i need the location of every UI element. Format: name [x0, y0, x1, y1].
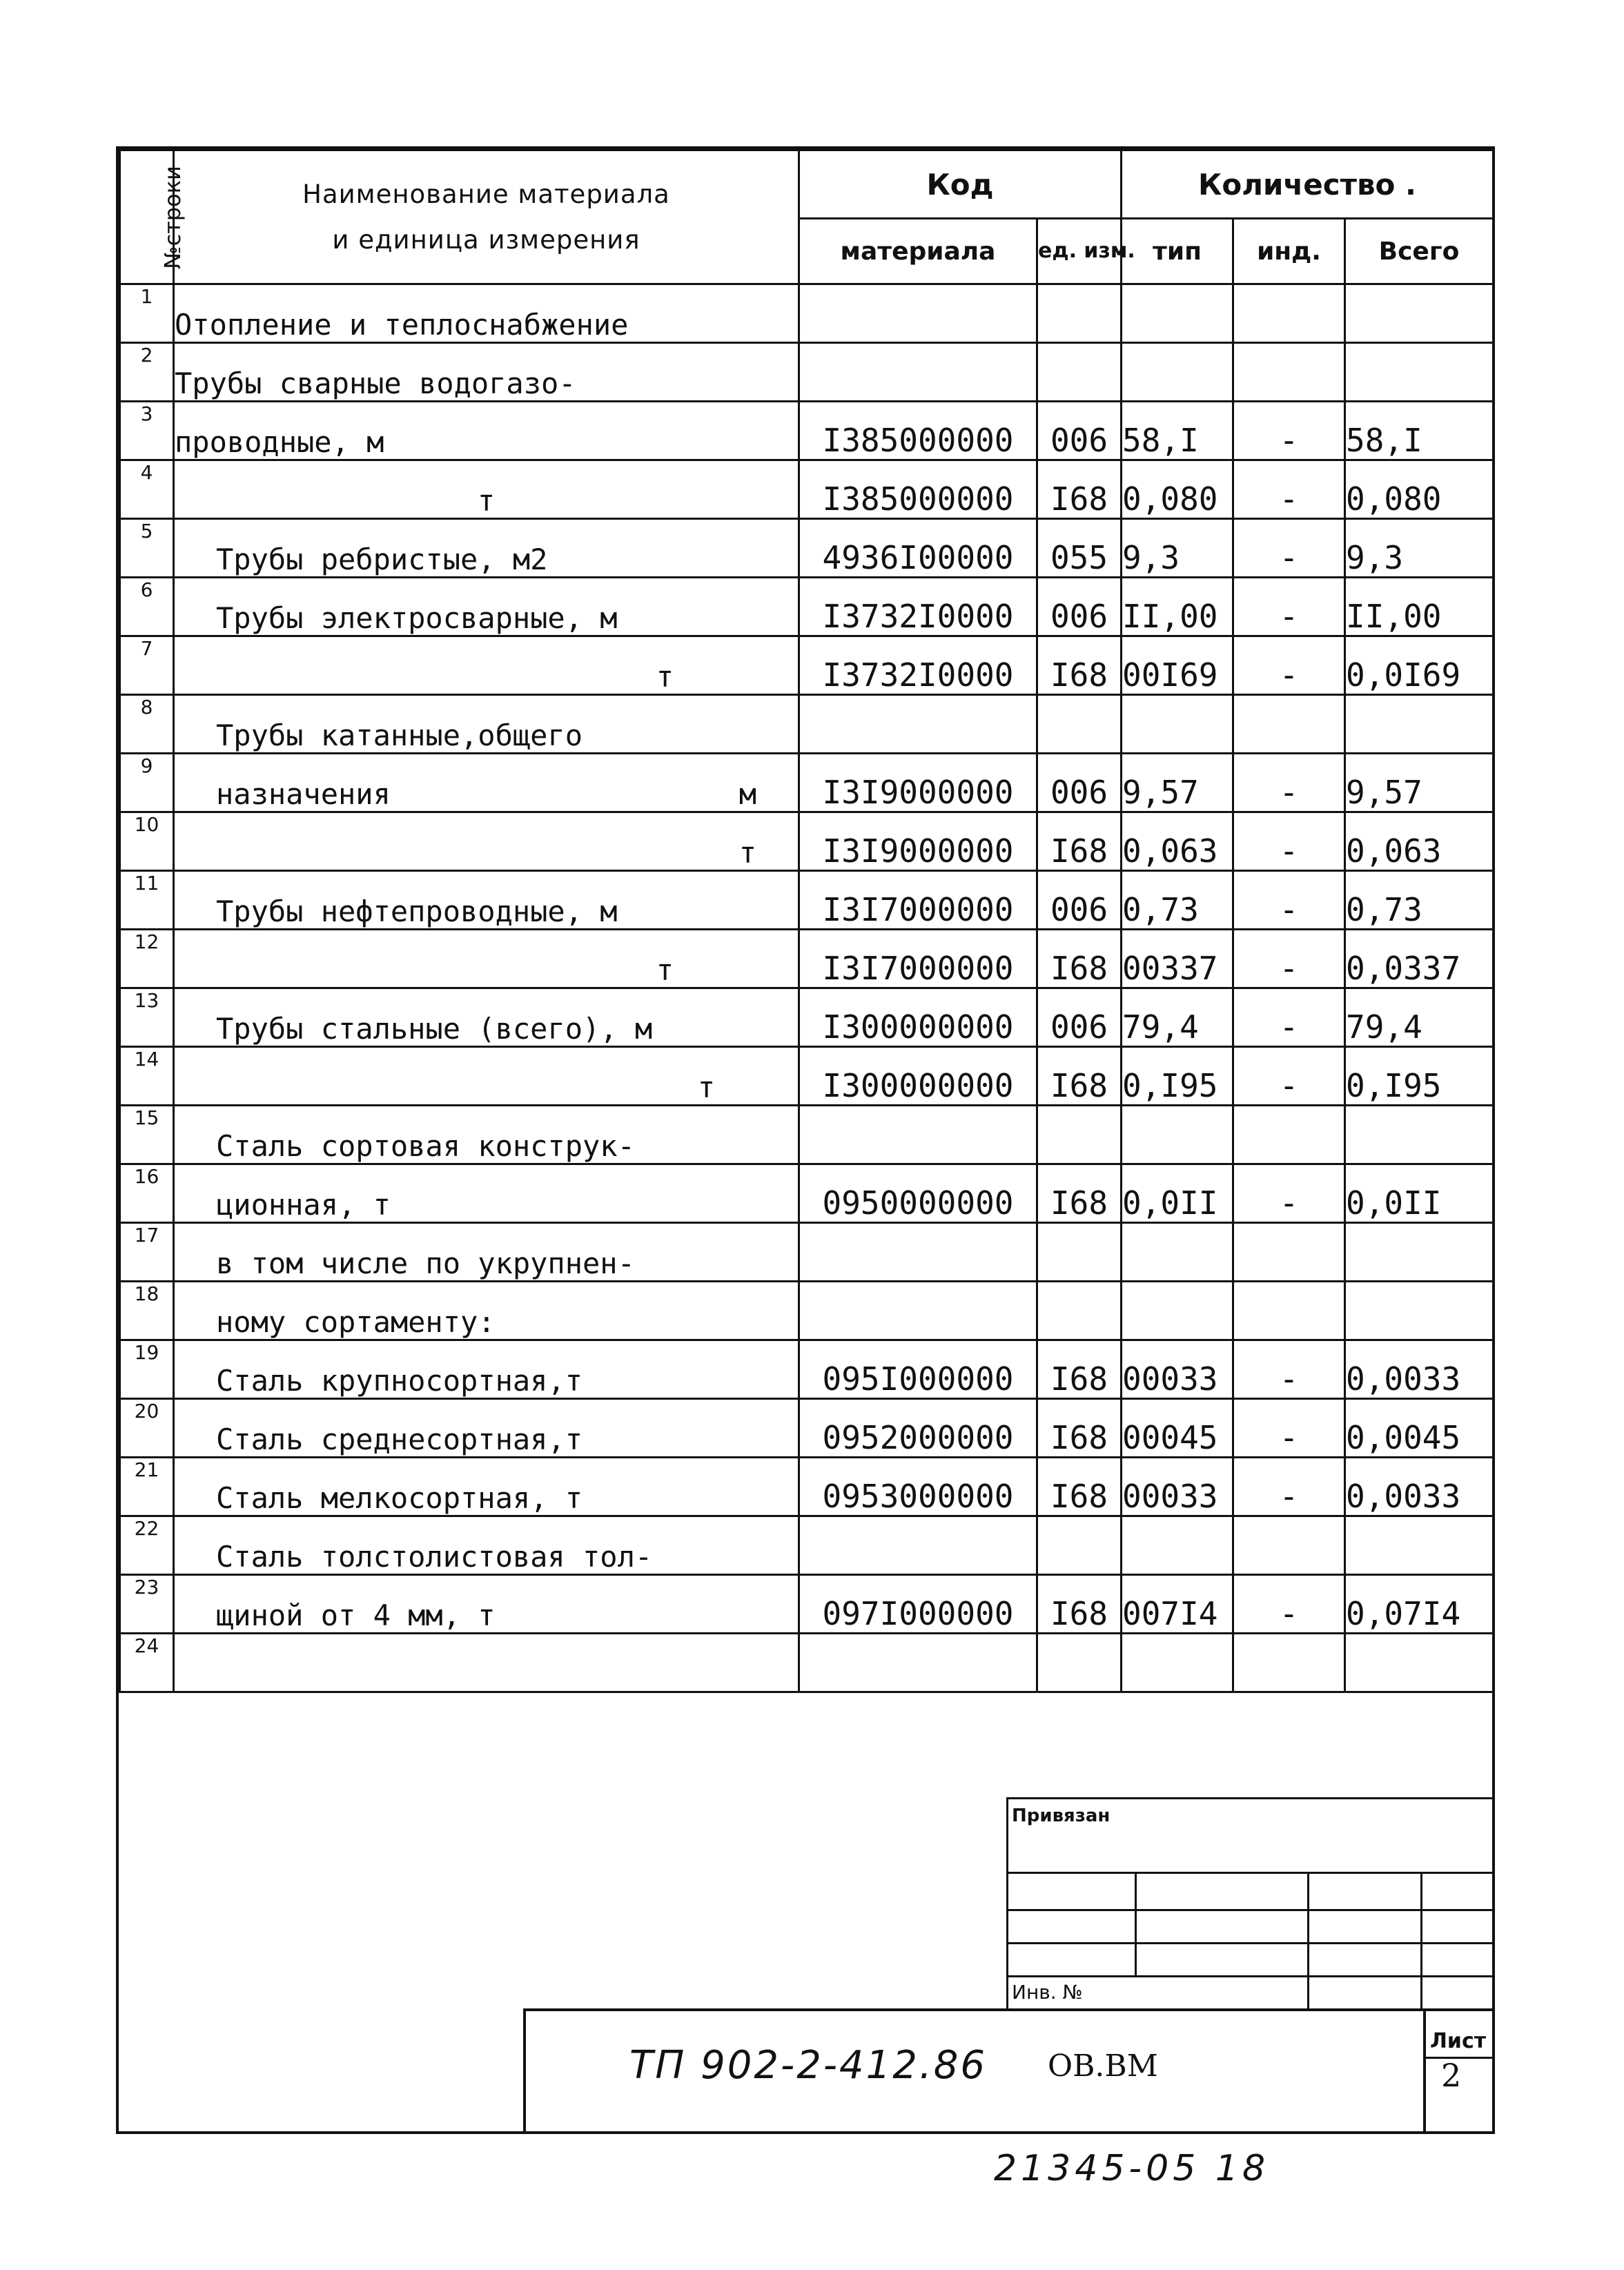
material-name: Отопление и теплоснабжение [174, 284, 799, 343]
table-row [120, 460, 1494, 519]
material-code: 0953000000 [799, 1458, 1037, 1516]
material-name: т [174, 1047, 799, 1106]
qty-ind: - [1233, 460, 1345, 519]
unit-code: I68 [1037, 1458, 1122, 1516]
qty-ind [1233, 1282, 1345, 1340]
qty-ind: - [1233, 519, 1345, 578]
table-row [120, 1047, 1494, 1106]
row-number: 18 [120, 1282, 174, 1340]
qty-total: 0,I95 [1345, 1047, 1494, 1106]
qty-total [1345, 1516, 1494, 1575]
qty-total: 9,57 [1345, 754, 1494, 812]
material-name: т [174, 460, 799, 519]
sheet-box [1423, 2011, 1495, 2133]
qty-ind: - [1233, 754, 1345, 812]
qty-total [1345, 1223, 1494, 1282]
row-number: 22 [120, 1516, 174, 1575]
material-name: Сталь мелкосортная, т [174, 1458, 799, 1516]
unit-code: I68 [1037, 1399, 1122, 1458]
qty-total: 0,0337 [1345, 930, 1494, 988]
row-number-header [120, 150, 186, 284]
unit-code [1037, 1516, 1122, 1575]
qty-type [1122, 1282, 1233, 1340]
qty-type: 00337 [1122, 930, 1233, 988]
unit-code [1037, 1106, 1122, 1164]
frame-bottom-line [116, 2131, 1495, 2134]
table-row [120, 1282, 1494, 1340]
qty-ind: - [1233, 402, 1345, 460]
document-mark: ОВ.ВМ [1048, 2048, 1158, 2084]
row-number: 11 [120, 871, 174, 930]
row-number: 21 [120, 1458, 174, 1516]
stamp-line [1135, 1872, 1137, 1975]
stamp-inv-label: Инв. № [1012, 1981, 1083, 2004]
material-code: I3732I0000 [799, 578, 1037, 636]
qty-type: 00I69 [1122, 636, 1233, 695]
qty-ind [1233, 1516, 1345, 1575]
qty-total: 58,I [1345, 402, 1494, 460]
qty-type [1122, 343, 1233, 402]
unit-code [1037, 695, 1122, 754]
material-code [799, 1282, 1037, 1340]
material-code: I3I9000000 [799, 754, 1037, 812]
material-name: Трубы нефтепроводные, м [174, 871, 799, 930]
qty-type: 00033 [1122, 1340, 1233, 1399]
qty-type: 007I4 [1122, 1575, 1233, 1634]
material-code: I300000000 [799, 988, 1037, 1047]
unit-code: I68 [1037, 1164, 1122, 1223]
qty-ind [1233, 695, 1345, 754]
qty-ind: - [1233, 1458, 1345, 1516]
material-name: т [174, 930, 799, 988]
row-number: 24 [120, 1634, 174, 1692]
table-row [120, 402, 1494, 460]
table-row [120, 930, 1494, 988]
unit-code: 006 [1037, 578, 1122, 636]
material-name: щиной от 4 мм, т [174, 1575, 799, 1634]
qty-type: 9,57 [1122, 754, 1233, 812]
unit-code: 006 [1037, 402, 1122, 460]
table-row [120, 636, 1494, 695]
qty-type: 0,080 [1122, 460, 1233, 519]
material-code: I3I9000000 [799, 812, 1037, 871]
unit-code: I68 [1037, 1340, 1122, 1399]
row-number: 12 [120, 930, 174, 988]
qty-type-header: тип [1122, 219, 1233, 284]
unit-code: I68 [1037, 636, 1122, 695]
material-code [799, 1634, 1037, 1692]
qty-ind: - [1233, 1399, 1345, 1458]
material-name: Трубы ребристые, м2 [174, 519, 799, 578]
material-name-cell [174, 754, 799, 812]
material-code: I3732I0000 [799, 636, 1037, 695]
document-code: ТП 902-2-412.86 [629, 2043, 987, 2088]
unit-code: 006 [1037, 871, 1122, 930]
material-code [799, 1223, 1037, 1282]
qty-type: 79,4 [1122, 988, 1233, 1047]
stamp-line [1420, 1872, 1422, 2008]
qty-ind-header: инд. [1233, 219, 1345, 284]
row-number: 23 [120, 1575, 174, 1634]
material-name: ному сортаменту: [174, 1282, 799, 1340]
qty-type: 0,063 [1122, 812, 1233, 871]
code-group-header: Код [799, 150, 1122, 219]
unit-code: I68 [1037, 812, 1122, 871]
qty-total: 0,063 [1345, 812, 1494, 871]
unit-code [1037, 284, 1122, 343]
qty-total: 0,0I69 [1345, 636, 1494, 695]
qty-type [1122, 1634, 1233, 1692]
material-name: проводные, м [174, 402, 799, 460]
material-name: Сталь толстолистовая тол- [174, 1516, 799, 1575]
row-number: 7 [120, 636, 174, 695]
row-number: 19 [120, 1340, 174, 1399]
qty-type [1122, 1106, 1233, 1164]
row-number: 9 [120, 754, 174, 812]
material-name [174, 1634, 799, 1692]
qty-total: 0,0033 [1345, 1458, 1494, 1516]
unit-code: 055 [1037, 519, 1122, 578]
material-code: I300000000 [799, 1047, 1037, 1106]
row-number: 13 [120, 988, 174, 1047]
table-row [120, 519, 1494, 578]
qty-type [1122, 284, 1233, 343]
sheet-label: Лист [1430, 2029, 1487, 2053]
qty-ind: - [1233, 988, 1345, 1047]
material-code: 0950000000 [799, 1164, 1037, 1223]
qty-ind [1233, 1106, 1345, 1164]
qty-type: 9,3 [1122, 519, 1233, 578]
qty-ind: - [1233, 1340, 1345, 1399]
row-number: 3 [120, 402, 174, 460]
unit-code: I68 [1037, 460, 1122, 519]
unit-code [1037, 1223, 1122, 1282]
sheet-number: 2 [1441, 2057, 1462, 2094]
qty-type [1122, 1223, 1233, 1282]
row-number: 20 [120, 1399, 174, 1458]
row-number-header-label: №строки [159, 165, 186, 269]
qty-total: 0,07I4 [1345, 1575, 1494, 1634]
row-number: 1 [120, 284, 174, 343]
qty-ind: - [1233, 578, 1345, 636]
qty-total: II,00 [1345, 578, 1494, 636]
qty-ind: - [1233, 1164, 1345, 1223]
stamp-line [1006, 1797, 1495, 1799]
table-row [120, 343, 1494, 402]
qty-ind: - [1233, 930, 1345, 988]
material-spec-table [119, 149, 1494, 1693]
material-code [799, 1106, 1037, 1164]
material-name: Сталь крупносортная,т [174, 1340, 799, 1399]
material-code-header: материала [799, 219, 1037, 284]
unit-code: I68 [1037, 930, 1122, 988]
qty-total: 0,73 [1345, 871, 1494, 930]
qty-total [1345, 1634, 1494, 1692]
qty-total: 9,3 [1345, 519, 1494, 578]
table-row [120, 871, 1494, 930]
qty-total-header: Всего [1345, 219, 1494, 284]
material-code: I385000000 [799, 402, 1037, 460]
stamp-tied-label: Привязан [1012, 1806, 1111, 1826]
material-code: I3I7000000 [799, 930, 1037, 988]
qty-total [1345, 1282, 1494, 1340]
qty-total [1345, 695, 1494, 754]
qty-total [1345, 284, 1494, 343]
table-row [120, 1106, 1494, 1164]
material-code: 4936I00000 [799, 519, 1037, 578]
qty-total [1345, 343, 1494, 402]
material-name: в том числе по укрупнен- [174, 1223, 799, 1282]
qty-total: 0,0II [1345, 1164, 1494, 1223]
table-row [120, 812, 1494, 871]
qty-type: II,00 [1122, 578, 1233, 636]
qty-ind [1233, 1223, 1345, 1282]
approval-stamp [1006, 1797, 1495, 2008]
unit-code: 006 [1037, 754, 1122, 812]
table-row [120, 1516, 1494, 1575]
qty-total: 79,4 [1345, 988, 1494, 1047]
unit-code [1037, 343, 1122, 402]
qty-ind: - [1233, 1575, 1345, 1634]
table-row [120, 284, 1494, 343]
row-number: 10 [120, 812, 174, 871]
quantity-group-header: Количество . [1122, 150, 1494, 219]
material-code: I385000000 [799, 460, 1037, 519]
material-name-unit: т [738, 836, 756, 870]
qty-total: 0,0033 [1345, 1340, 1494, 1399]
qty-total: 0,080 [1345, 460, 1494, 519]
row-number: 2 [120, 343, 174, 402]
material-code [799, 695, 1037, 754]
material-name: Сталь среднесортная,т [174, 1399, 799, 1458]
qty-type [1122, 1516, 1233, 1575]
material-code: 095I000000 [799, 1340, 1037, 1399]
table-row [120, 1634, 1494, 1692]
row-number: 16 [120, 1164, 174, 1223]
qty-type: 00033 [1122, 1458, 1233, 1516]
qty-type: 00045 [1122, 1399, 1233, 1458]
qty-type [1122, 695, 1233, 754]
row-number: 6 [120, 578, 174, 636]
table-row [120, 695, 1494, 754]
qty-type: 0,I95 [1122, 1047, 1233, 1106]
qty-ind [1233, 284, 1345, 343]
material-name-header-line2: и единица измерения [332, 224, 640, 255]
row-number: 5 [120, 519, 174, 578]
material-name-unit: м [738, 777, 756, 811]
table-row [120, 1575, 1494, 1634]
qty-ind: - [1233, 1047, 1345, 1106]
material-code [799, 343, 1037, 402]
unit-code: I68 [1037, 1575, 1122, 1634]
material-name: т [174, 636, 799, 695]
table-row [120, 1164, 1494, 1223]
table-row [120, 1223, 1494, 1282]
material-code: I3I7000000 [799, 871, 1037, 930]
row-number: 8 [120, 695, 174, 754]
material-name: ционная, т [174, 1164, 799, 1223]
table-row [120, 1399, 1494, 1458]
qty-ind [1233, 343, 1345, 402]
table-row [120, 1458, 1494, 1516]
unit-code [1037, 1282, 1122, 1340]
qty-ind: - [1233, 636, 1345, 695]
qty-type: 0,73 [1122, 871, 1233, 930]
qty-total: 0,0045 [1345, 1399, 1494, 1458]
row-number: 15 [120, 1106, 174, 1164]
material-code: 0952000000 [799, 1399, 1037, 1458]
table-row [120, 1340, 1494, 1399]
table-row [120, 754, 1494, 812]
material-name: Трубы стальные (всего), м [174, 988, 799, 1047]
stamp-line [1307, 1872, 1309, 2008]
material-name: Трубы электросварные, м [174, 578, 799, 636]
row-number: 14 [120, 1047, 174, 1106]
qty-ind: - [1233, 812, 1345, 871]
material-code: 097I000000 [799, 1575, 1037, 1634]
row-number: 4 [120, 460, 174, 519]
qty-ind [1233, 1634, 1345, 1692]
material-name: Сталь сортовая конструк- [174, 1106, 799, 1164]
archive-number: 21345-05 18 [994, 2148, 1270, 2189]
row-number: 17 [120, 1223, 174, 1282]
qty-type: 0,0II [1122, 1164, 1233, 1223]
material-code [799, 1516, 1037, 1575]
unit-code: 006 [1037, 988, 1122, 1047]
qty-total [1345, 1106, 1494, 1164]
unit-code-header: ед. изм. [1037, 219, 1122, 284]
material-name-header [174, 150, 799, 284]
material-code [799, 284, 1037, 343]
qty-type: 58,I [1122, 402, 1233, 460]
qty-ind: - [1233, 871, 1345, 930]
material-name-cell [174, 812, 799, 871]
unit-code: I68 [1037, 1047, 1122, 1106]
material-name: Трубы катанные,общего [174, 695, 799, 754]
material-name: назначения [216, 777, 391, 811]
material-name-header-line1: Наименование материала [302, 179, 670, 209]
material-name: Трубы сварные водогазо- [174, 343, 799, 402]
table-row [120, 578, 1494, 636]
table-row [120, 988, 1494, 1047]
unit-code [1037, 1634, 1122, 1692]
title-block [523, 2008, 1495, 2133]
